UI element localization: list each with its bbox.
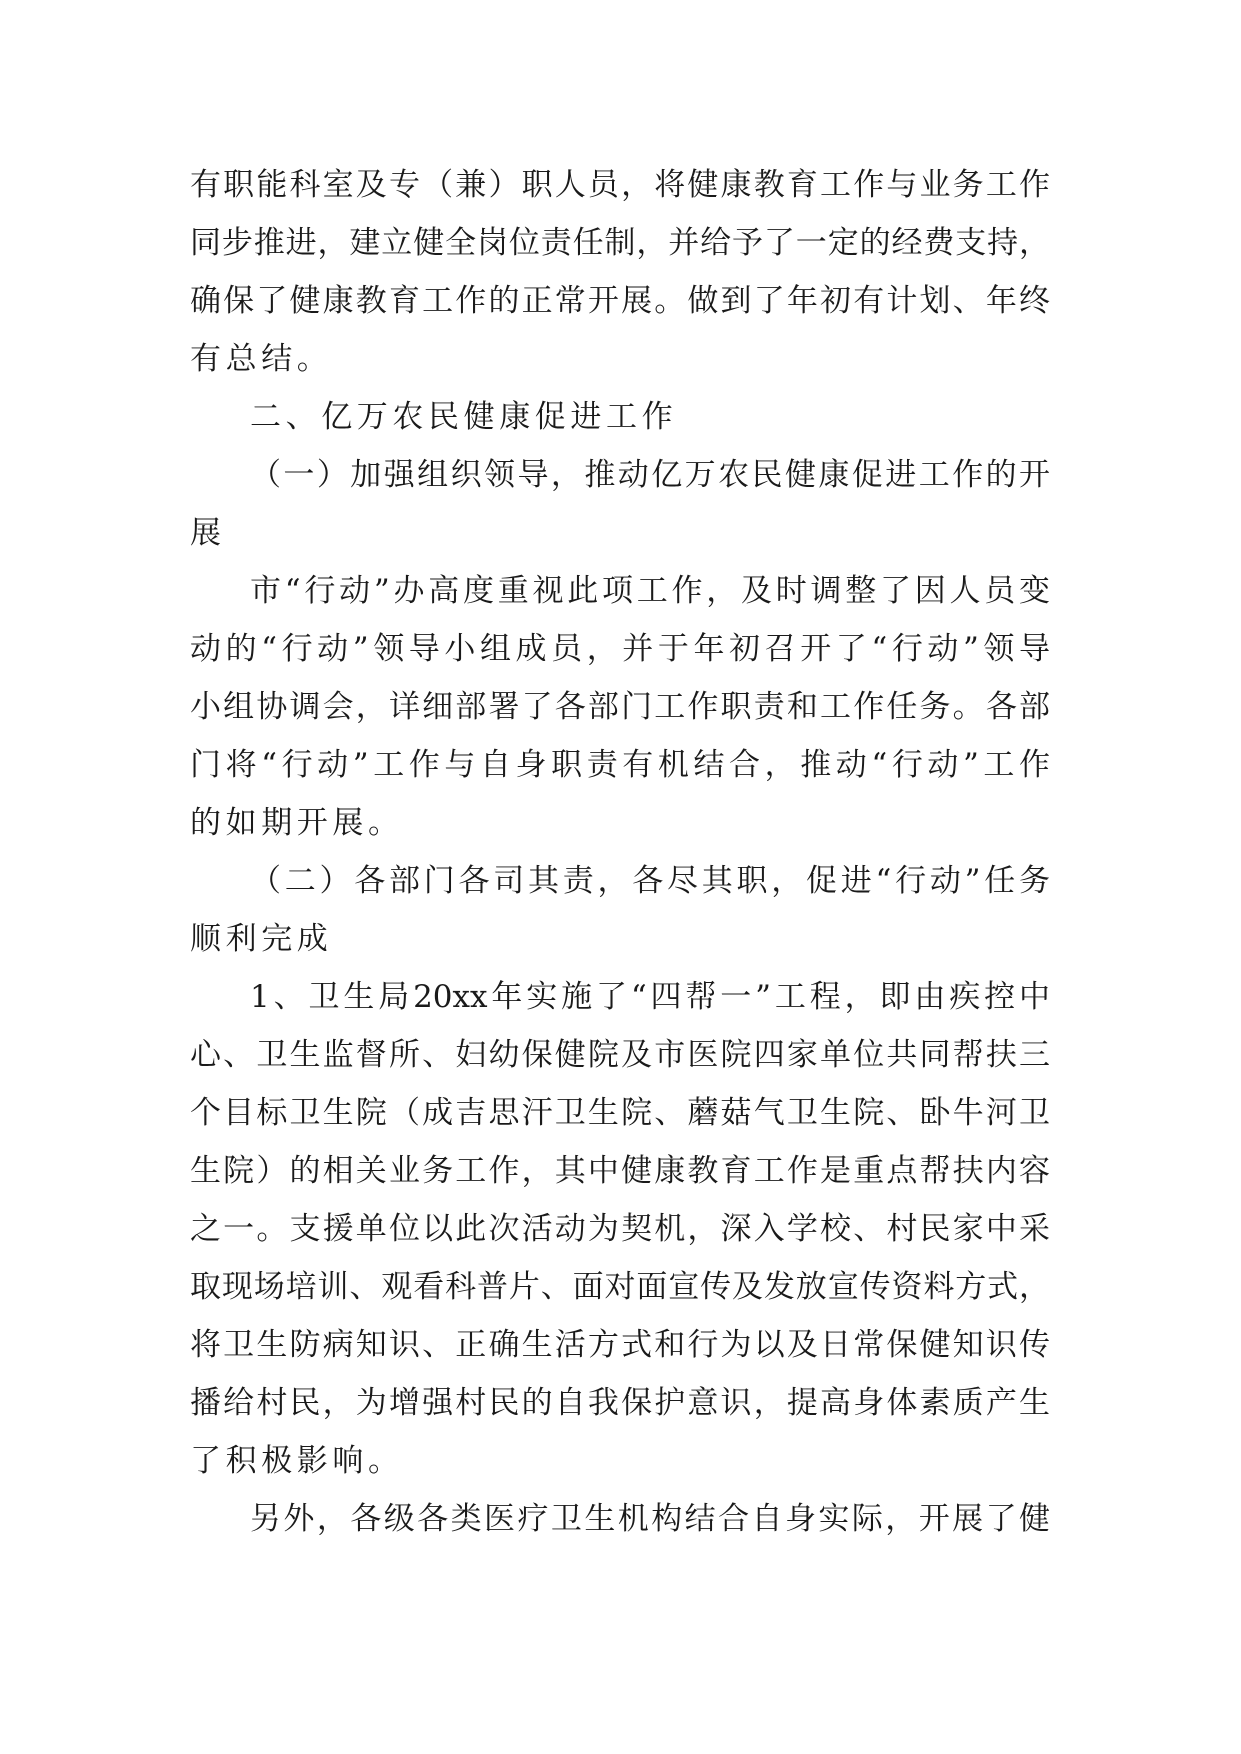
subsection-heading-continuation: 顺利完成: [190, 921, 333, 957]
body-text-line: 播给村民，为增强村民的自我保护意识，提高身体素质产生: [190, 1385, 1050, 1421]
body-text-line: 了积极影响。: [190, 1443, 404, 1479]
subsection-heading-continuation: 展: [190, 515, 226, 551]
body-text-line: 的如期开展。: [190, 805, 404, 841]
body-text-line: 有总结。: [190, 341, 333, 377]
body-text-line: 同步推进，建立健全岗位责任制，并给予了一定的经费支持，: [190, 225, 1050, 261]
subsection-heading: （一）加强组织领导，推动亿万农民健康促进工作的开: [250, 457, 1050, 493]
body-text-line: 门将“行动”工作与自身职责有机结合，推动“行动”工作: [190, 747, 1050, 783]
body-text-line: 将卫生防病知识、正确生活方式和行为以及日常保健知识传: [190, 1327, 1050, 1363]
body-text-line: 个目标卫生院（成吉思汗卫生院、蘑菇气卫生院、卧牛河卫: [190, 1095, 1050, 1131]
body-text-line: 有职能科室及专（兼）职人员，将健康教育工作与业务工作: [190, 167, 1050, 203]
body-text-line: 心、卫生监督所、妇幼保健院及市医院四家单位共同帮扶三: [190, 1037, 1050, 1073]
subsection-heading: （二）各部门各司其责，各尽其职，促进“行动”任务: [250, 863, 1050, 899]
body-text-line: 另外，各级各类医疗卫生机构结合自身实际，开展了健: [250, 1501, 1050, 1537]
body-text-line: 1、卫生局20xx年实施了“四帮一”工程，即由疾控中: [250, 979, 1050, 1015]
body-text-line: 取现场培训、观看科普片、面对面宣传及发放宣传资料方式，: [190, 1269, 1050, 1305]
body-text-line: 市“行动”办高度重视此项工作，及时调整了因人员变: [250, 573, 1050, 609]
body-text-line: 生院）的相关业务工作，其中健康教育工作是重点帮扶内容: [190, 1153, 1050, 1189]
body-text-line: 确保了健康教育工作的正常开展。做到了年初有计划、年终: [190, 283, 1050, 319]
body-text-line: 动的“行动”领导小组成员，并于年初召开了“行动”领导: [190, 631, 1050, 667]
section-heading: 二、亿万农民健康促进工作: [250, 399, 678, 435]
body-text-line: 之一。支援单位以此次活动为契机，深入学校、村民家中采: [190, 1211, 1050, 1247]
body-text-line: 小组协调会，详细部署了各部门工作职责和工作任务。各部: [190, 689, 1050, 725]
